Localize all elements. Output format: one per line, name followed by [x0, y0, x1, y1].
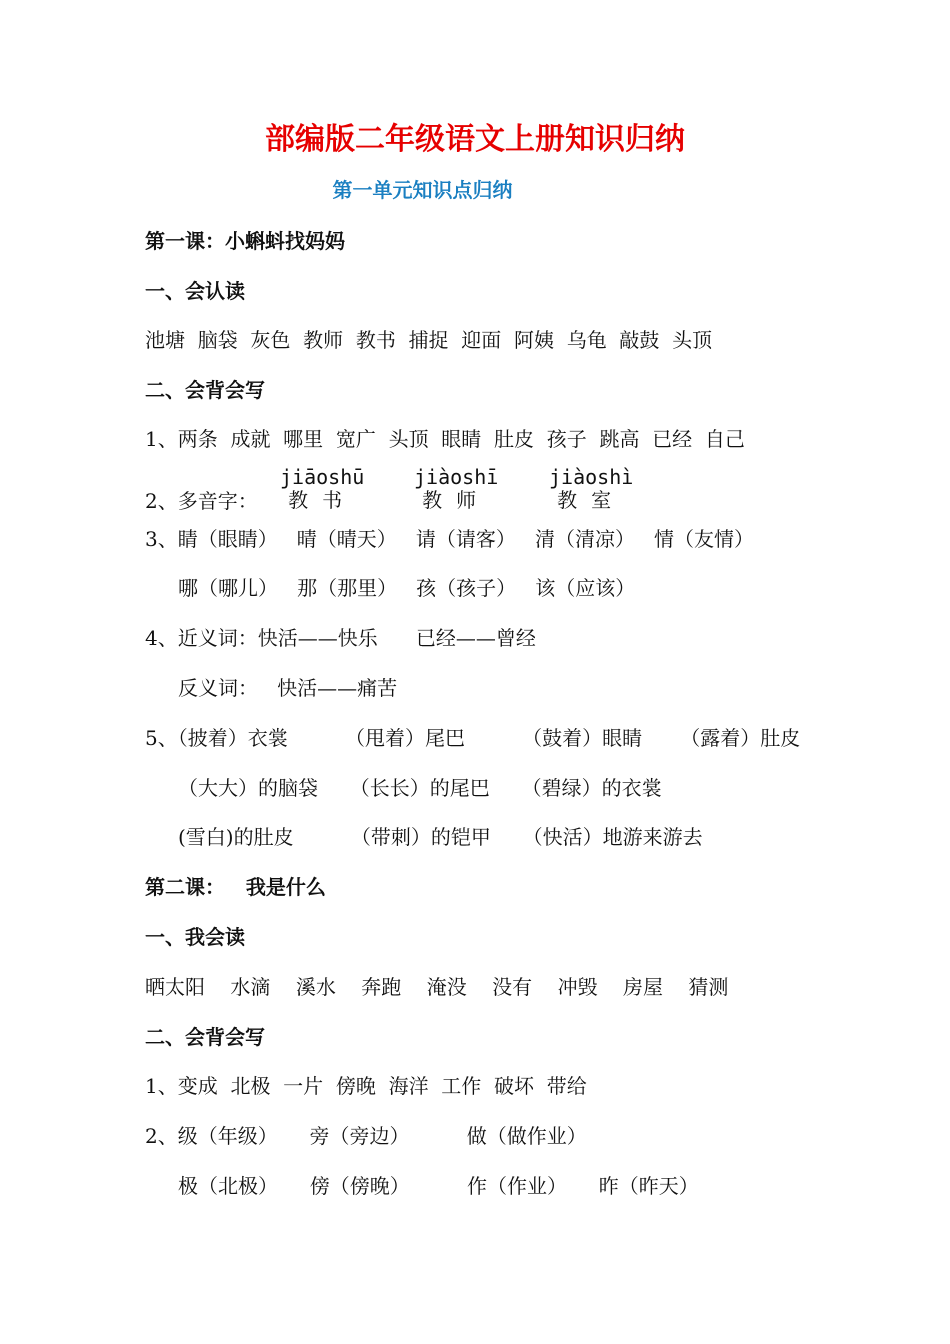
lesson2-read-words: 晒太阳 水滴 溪水 奔跑 淹没 没有 冲毁 房屋 猜测 — [145, 975, 729, 999]
unit-subtitle: 第一单元知识点归纳 — [332, 178, 513, 202]
lesson1-heading: 第一课：小蝌蚪找妈妈 — [145, 229, 345, 253]
lesson1-item5-line2: （大大）的脑袋 （长长）的尾巴 （碧绿）的衣裳 — [178, 776, 662, 800]
lesson2-item2-line1: 2、级（年级） 旁（旁边） 做（做作业） — [145, 1124, 587, 1148]
polyphone-2-chars: 教师 — [422, 488, 491, 512]
lesson1-item4-line2: 反义词： 快活——痛苦 — [178, 676, 398, 700]
lesson1-item3-line1: 3、睛（眼睛） 晴（晴天） 请（请客） 清（清凉） 情（友情） — [145, 527, 755, 551]
polyphone-1-pinyin: jiāoshū — [280, 465, 365, 489]
lesson2-heading: 第二课： 我是什么 — [145, 875, 326, 899]
lesson1-item1: 1、两条 成就 哪里 宽广 头顶 眼睛 肚皮 孩子 跳高 已经 自己 — [145, 427, 745, 451]
polyphone-1-chars: 教书 — [288, 488, 357, 512]
polyphone-3-chars: 教室 — [557, 488, 626, 512]
lesson1-read-words: 池塘 脑袋 灰色 教师 教书 捕捉 迎面 阿姨 乌龟 敲鼓 头顶 — [145, 328, 713, 352]
document-title: 部编版二年级语文上册知识归纳 — [265, 122, 685, 157]
lesson1-write-heading: 二、会背会写 — [145, 378, 265, 402]
polyphone-3 — [549, 466, 633, 512]
lesson2-write-heading: 二、会背会写 — [145, 1025, 265, 1049]
polyphone-2 — [414, 466, 498, 512]
lesson1-item5-line1: 5、（披着）衣裳 （甩着）尾巴 （鼓着）眼睛 （露着）肚皮 — [145, 726, 801, 750]
lesson1-item3-line2: 哪（哪儿） 那（那里） 孩（孩子） 该（应该） — [178, 576, 636, 600]
lesson2-item2-line2: 极（北极） 傍（傍晚） 作（作业） 昨（昨天） — [178, 1174, 699, 1198]
lesson1-item2-label: 2、多音字： — [145, 489, 258, 513]
lesson2-item1: 1、变成 北极 一片 傍晚 海洋 工作 破坏 带给 — [145, 1074, 587, 1098]
lesson1-item4-line1: 4、近义词：快活——快乐 已经——曾经 — [145, 626, 536, 650]
polyphone-2-pinyin: jiàoshī — [414, 465, 499, 489]
polyphone-3-pinyin: jiàoshì — [549, 465, 634, 489]
polyphone-1 — [280, 466, 364, 512]
lesson2-read-heading: 一、我会读 — [145, 925, 245, 949]
lesson1-item5-line3: (雪白)的肚皮 （带刺）的铠甲 （快活）地游来游去 — [178, 825, 703, 849]
lesson1-read-heading: 一、会认读 — [145, 279, 245, 303]
